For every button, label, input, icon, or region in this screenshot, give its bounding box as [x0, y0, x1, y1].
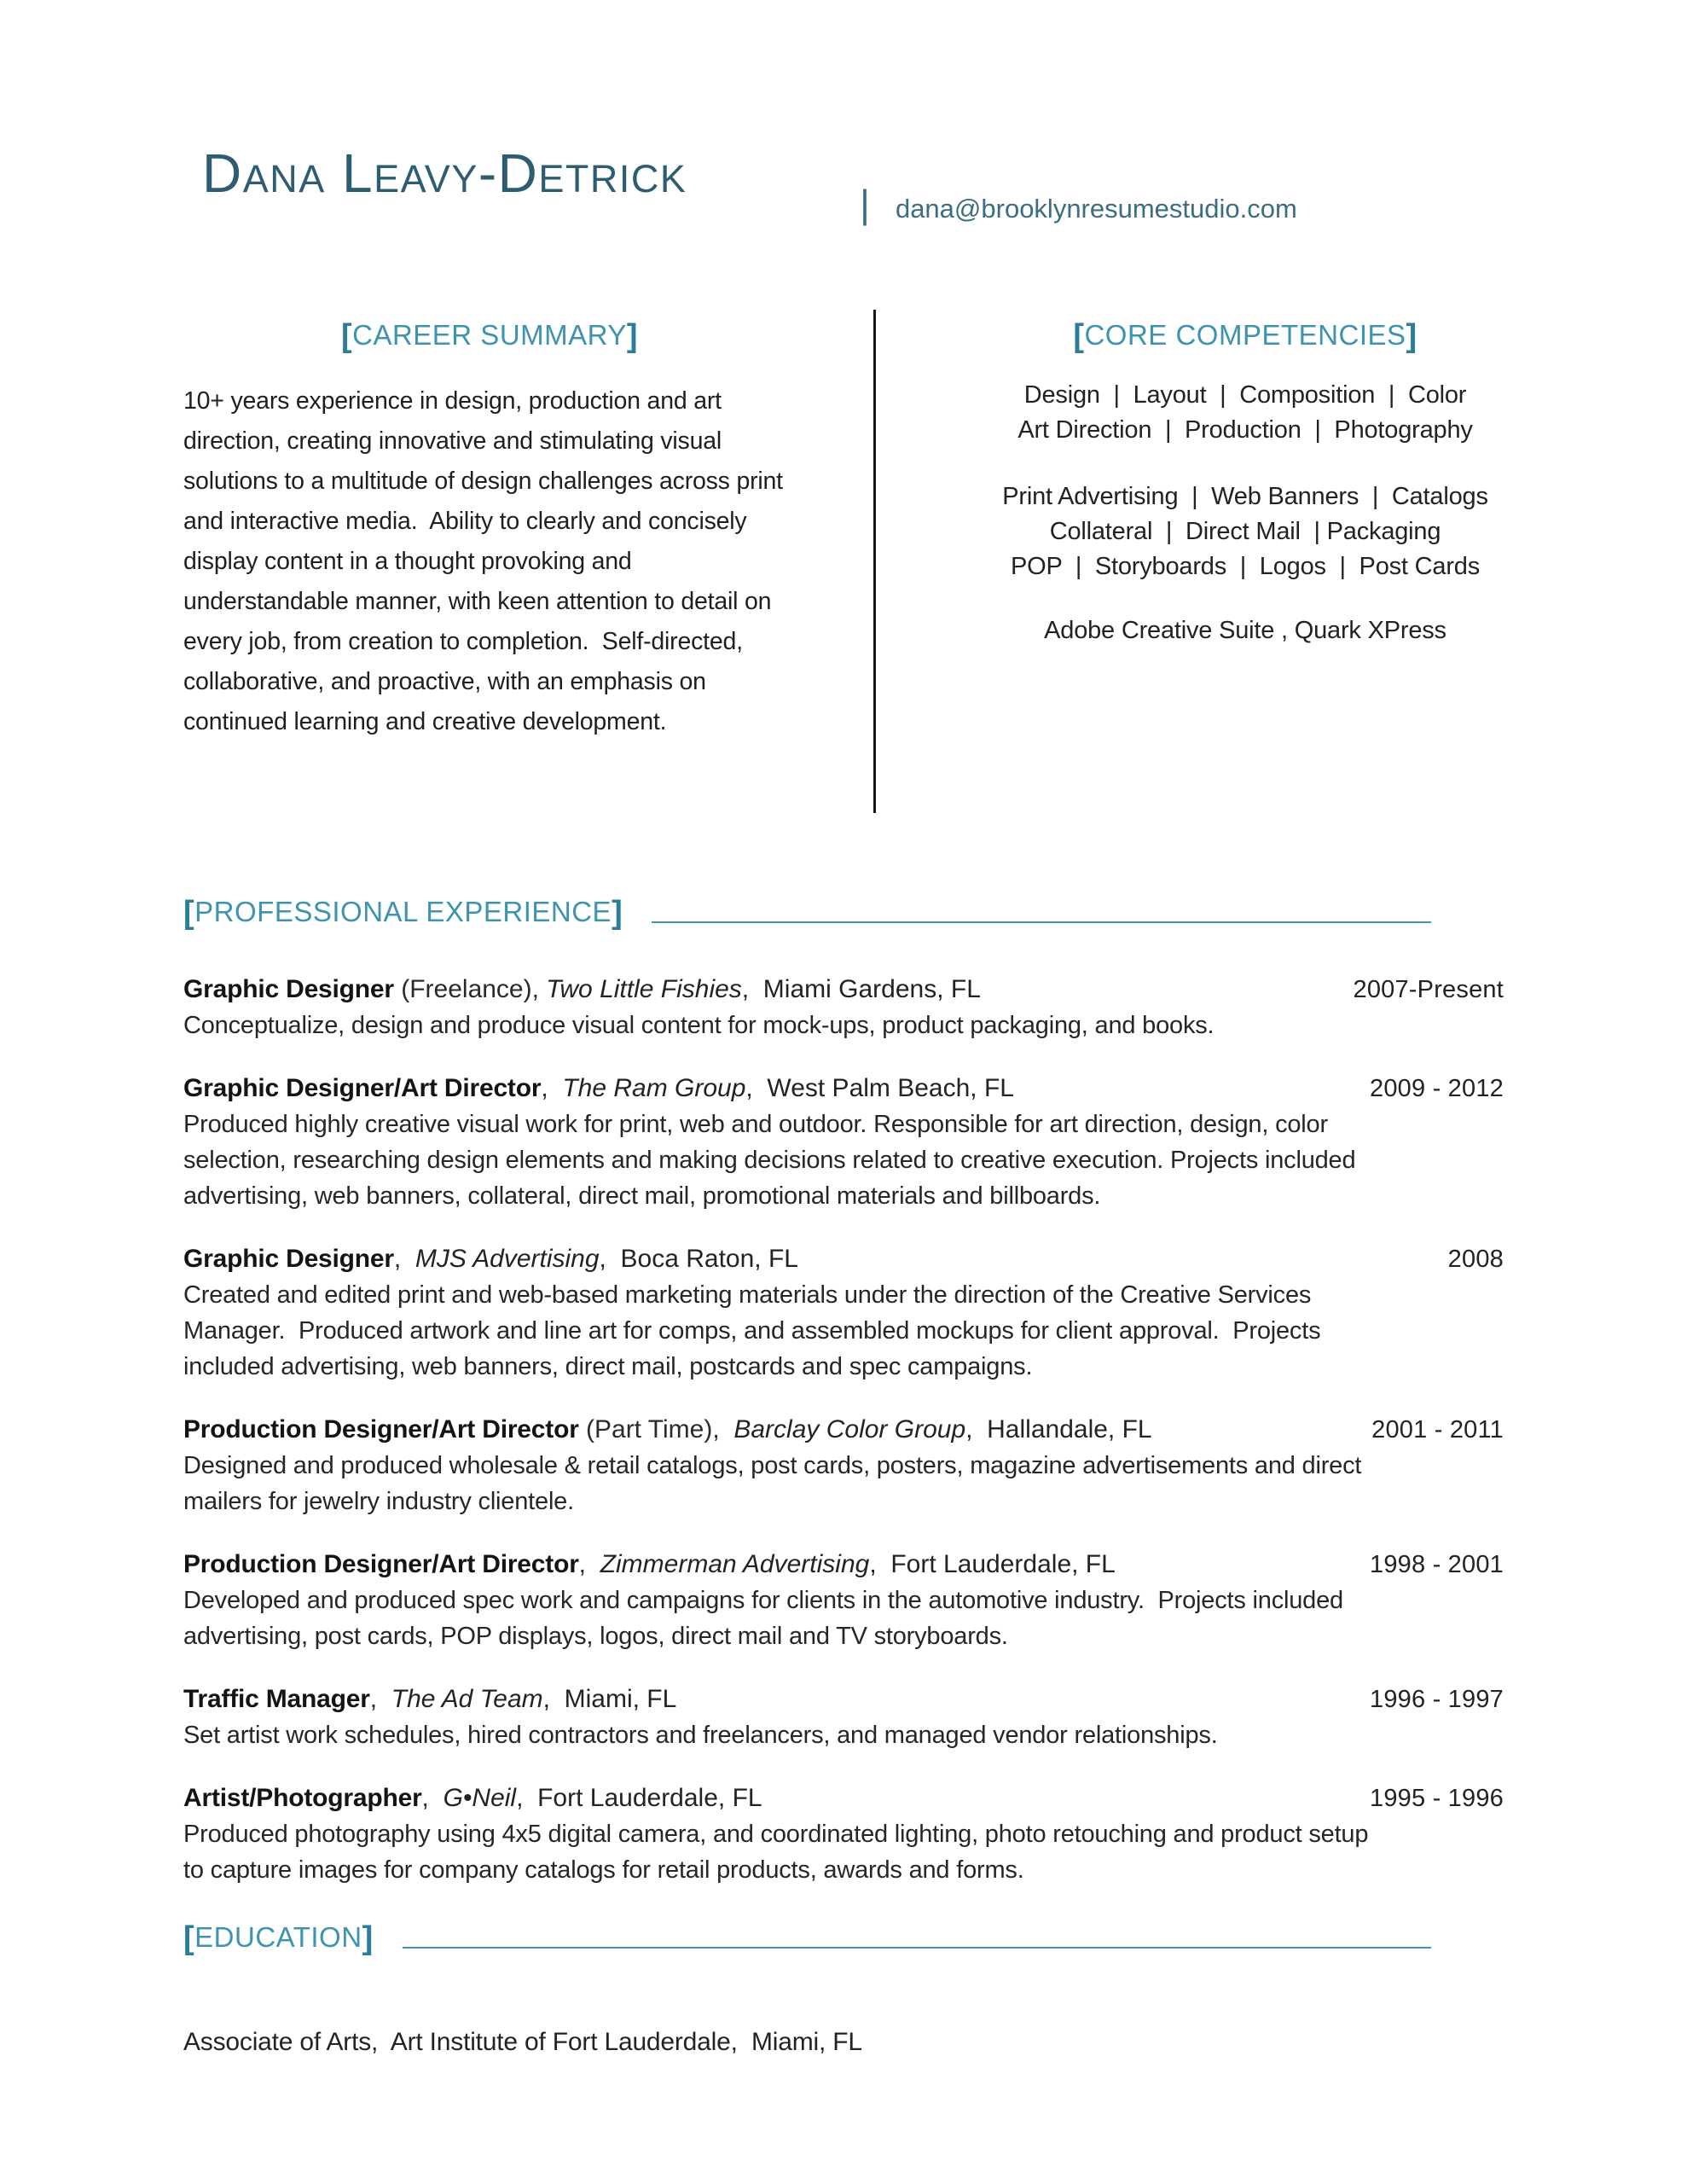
job-location: , Fort Lauderdale, FL — [869, 1550, 1116, 1578]
job-location: , Hallandale, FL — [965, 1415, 1152, 1443]
column-divider-line — [873, 310, 876, 813]
job-dates: 1998 - 2001 — [1370, 1551, 1504, 1578]
education-heading — [183, 1920, 1504, 1955]
job-qualifier: , — [421, 1784, 443, 1812]
job-location: , Fort Lauderdale, FL — [516, 1784, 762, 1812]
open-bracket-icon: [ — [1073, 318, 1085, 354]
competency-line: Adobe Creative Suite , Quark XPress — [1044, 617, 1446, 644]
job-dates: 2009 - 2012 — [1370, 1075, 1504, 1102]
job-title-line — [183, 1780, 1504, 1816]
job-qualifier: , — [393, 1245, 415, 1273]
job-qualifier: , — [578, 1550, 600, 1578]
core-competencies-title: CORE COMPETENCIES — [1084, 319, 1406, 351]
competency-line: POP | Storyboards | Logos | Post Cards — [1010, 553, 1481, 580]
competency-group-software — [934, 613, 1557, 648]
job-description: Conceptualize, design and produce visual content for mock-ups, product packaging, and books. — [183, 1012, 1215, 1039]
job-company: Zimmerman Advertising — [600, 1550, 870, 1578]
job-company: G•Neil — [443, 1784, 517, 1812]
job-company: MJS Advertising — [415, 1245, 600, 1273]
job-entry — [183, 1241, 1504, 1385]
professional-experience-title: PROFESSIONAL EXPERIENCE — [194, 896, 612, 927]
job-title-line — [183, 1547, 1504, 1583]
job-title: Traffic Manager — [183, 1685, 370, 1713]
job-company: The Ad Team — [391, 1685, 543, 1713]
career-summary-section — [183, 317, 796, 742]
section-rule-line — [652, 921, 1431, 923]
professional-experience-section — [183, 894, 1504, 1888]
competency-line: Design | Layout | Composition | Color — [1023, 381, 1467, 409]
job-description: Produced highly creative visual work for print, web and outdoor. Responsible for art direction, design, color selection, researching design elements and making decisions related to creative execution. Projects included advertising, web banners, collateral, direct mail, promotional materials and billboards. — [183, 1111, 1363, 1210]
job-entry — [183, 972, 1504, 1043]
job-qualifier: , — [369, 1685, 391, 1713]
job-dates: 2001 - 2011 — [1371, 1416, 1504, 1443]
competency-group-deliverables — [934, 479, 1557, 584]
job-entry — [183, 1547, 1504, 1654]
divider-bar-icon: | — [860, 182, 870, 226]
job-description: Produced photography using 4x5 digital camera, and coordinated lighting, photo retouching and product setup to capture images for company catalogs for retail products, awards and forms. — [183, 1821, 1376, 1884]
job-qualifier: , — [541, 1074, 563, 1102]
job-title-line — [183, 1241, 1504, 1277]
professional-experience-heading — [183, 894, 1504, 929]
job-entry — [183, 1682, 1504, 1753]
job-title: Graphic Designer — [183, 975, 394, 1003]
job-title: Graphic Designer/Art Director — [183, 1074, 542, 1102]
education-degree-line: Associate of Arts, Art Institute of Fort Lauderdale, Miami, FL — [183, 2028, 862, 2056]
job-title: Graphic Designer — [183, 1245, 394, 1273]
job-entry — [183, 1412, 1504, 1519]
job-company: The Ram Group — [562, 1074, 746, 1102]
close-bracket-icon: ] — [1406, 318, 1417, 354]
section-rule-line — [403, 1947, 1431, 1949]
open-bracket-icon: [ — [340, 318, 353, 354]
education-title: EDUCATION — [194, 1921, 362, 1953]
job-dates: 1995 - 1996 — [1370, 1785, 1504, 1812]
job-location: , West Palm Beach, FL — [745, 1074, 1014, 1102]
close-bracket-icon: ] — [626, 318, 639, 354]
career-summary-text: 10+ years experience in design, production and art direction, creating innovative and stimulating visual solutions to a multitude of design challenges across print and interactive media. Ability to clearly and concisely display content in a thought provoking and understandable manner, with keen attention to detail on every job, from creation to completion. Self-directed, collaborative, and proactive, with an emphasis on continued learning and creative development. — [183, 387, 790, 735]
job-title-line — [183, 1412, 1504, 1448]
job-description: Developed and produced spec work and campaigns for clients in the automotive industry. Projects included advertising, post cards, POP displays, logos, direct mail and TV storyboards. — [183, 1587, 1350, 1650]
job-location: , Boca Raton, FL — [599, 1245, 798, 1273]
education-title-wrap — [183, 1920, 374, 1955]
open-bracket-icon: [ — [183, 1920, 195, 1956]
job-title: Production Designer/Art Director — [183, 1415, 579, 1443]
education-section — [183, 1920, 1504, 2057]
job-qualifier: (Part Time), — [578, 1415, 734, 1443]
job-company: Barclay Color Group — [733, 1415, 966, 1443]
job-entry — [183, 1780, 1504, 1888]
job-entry — [183, 1071, 1504, 1214]
candidate-name: Dana Leavy-Detrick — [202, 142, 687, 204]
job-description: Created and edited print and web-based marketing materials under the direction of the Creative Services Manager. Produced artwork and line art for comps, and assembled mockups for client approval. Projects included advertising, web banners, direct mail, postcards and spec campaigns. — [183, 1281, 1328, 1380]
job-title-line — [183, 972, 1504, 1008]
open-bracket-icon: [ — [183, 895, 195, 931]
close-bracket-icon: ] — [362, 1920, 374, 1956]
competency-line: Print Advertising | Web Banners | Catalogs — [1002, 483, 1488, 510]
job-description: Designed and produced wholesale & retail catalogs, post cards, posters, magazine advertisements and direct mailers for jewelry industry clientele. — [183, 1452, 1369, 1515]
core-competencies-section — [934, 317, 1557, 648]
job-company: Two Little Fishies — [546, 975, 742, 1003]
contact-block — [860, 181, 1297, 227]
job-location: , Miami Gardens, FL — [741, 975, 981, 1003]
job-list — [183, 972, 1504, 1888]
close-bracket-icon: ] — [612, 895, 623, 931]
job-title: Artist/Photographer — [183, 1784, 422, 1812]
job-title-line — [183, 1071, 1504, 1107]
core-competencies-heading — [934, 317, 1557, 352]
job-title: Production Designer/Art Director — [183, 1550, 579, 1578]
job-description: Set artist work schedules, hired contractors and freelancers, and managed vendor relationships. — [183, 1722, 1218, 1749]
email-address[interactable]: dana@brooklynresumestudio.com — [895, 194, 1297, 224]
job-dates: 2007-Present — [1353, 976, 1504, 1003]
job-title-line — [183, 1682, 1504, 1717]
job-qualifier: (Freelance), — [393, 975, 547, 1003]
job-location: , Miami, FL — [542, 1685, 677, 1713]
career-summary-heading — [183, 317, 796, 352]
career-summary-title: CAREER SUMMARY — [352, 319, 627, 351]
job-dates: 1996 - 1997 — [1370, 1686, 1504, 1713]
job-dates: 2008 — [1447, 1246, 1504, 1273]
competency-line: Art Direction | Production | Photography — [1017, 416, 1473, 444]
competency-group-design — [934, 378, 1557, 448]
competency-line: Collateral | Direct Mail | Packaging — [1049, 518, 1441, 545]
professional-experience-title-wrap — [183, 894, 623, 929]
